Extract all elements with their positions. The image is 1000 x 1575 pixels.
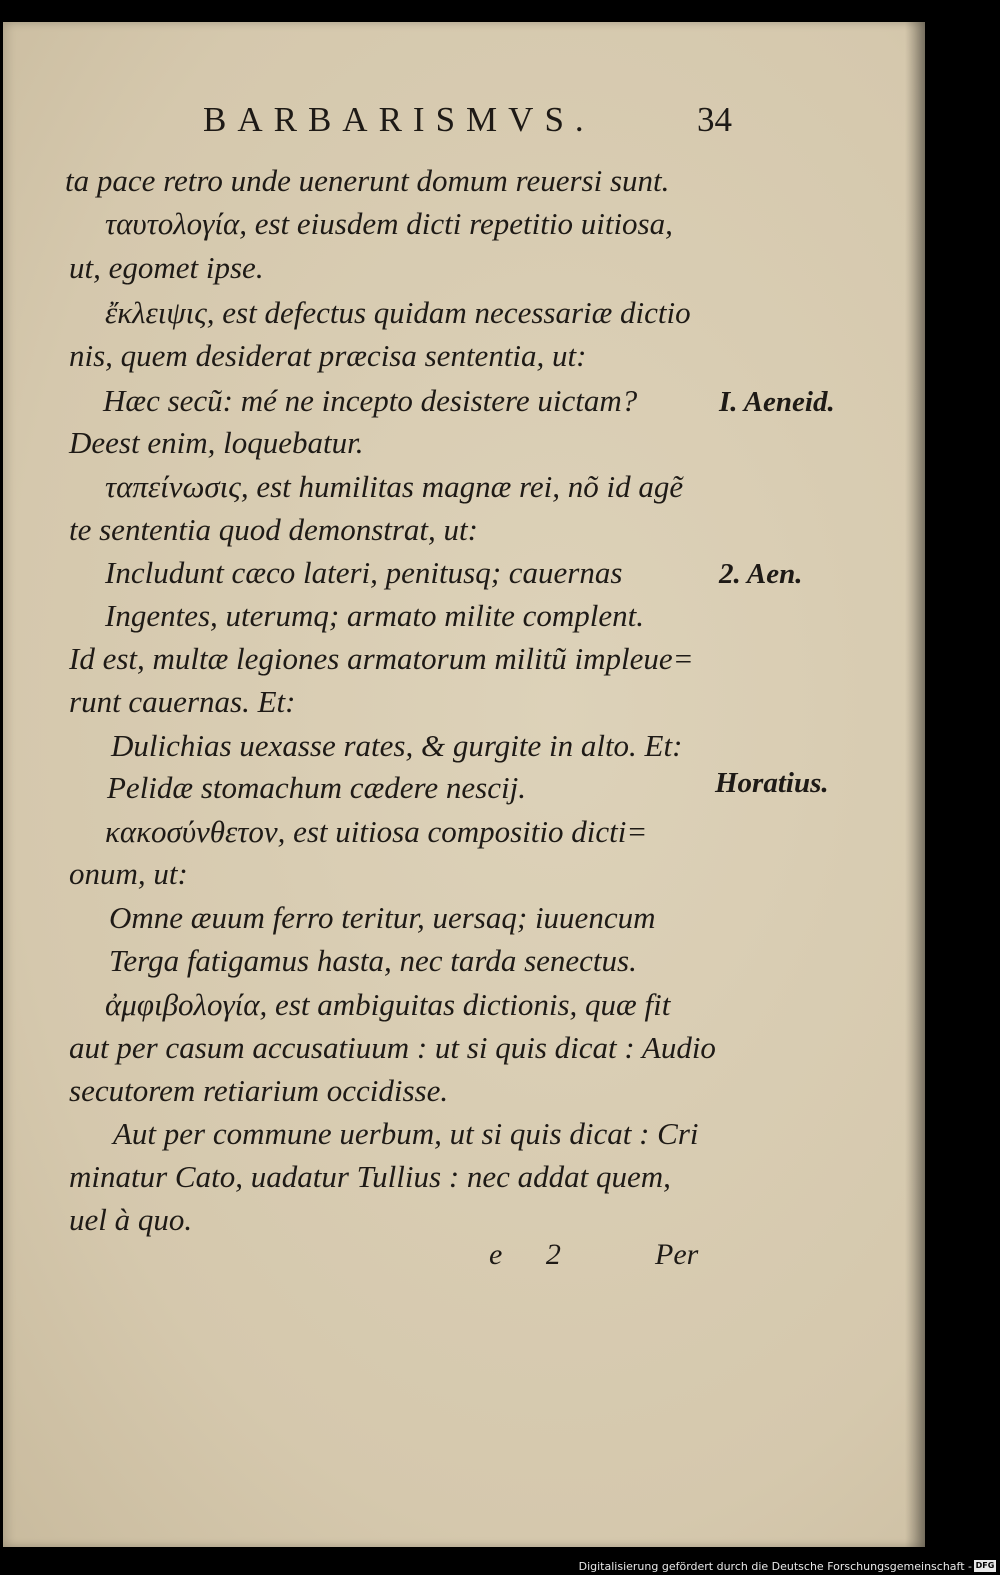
- page-number: 34: [697, 100, 732, 139]
- text-line: Dulichias uexasse rates, & gurgite in alto. Et:: [111, 728, 683, 763]
- text-line: Omne æuum ferro teritur, uersaq; iuuencum: [109, 900, 656, 935]
- book-page: [3, 22, 925, 1547]
- text-line: secutorem retiarium occidisse.: [69, 1073, 449, 1108]
- text-line: uel à quo.: [69, 1202, 193, 1237]
- text-line: onum, ut:: [69, 856, 188, 891]
- dfg-logo: DFG: [975, 1561, 995, 1570]
- margin-note-aeneid-2: 2. Aen.: [719, 558, 803, 590]
- text-line: nis, quem desiderat præcisa sententia, ut:: [69, 338, 587, 373]
- running-title: BARBARISMVS.: [203, 100, 595, 139]
- text-line: ταπείνωσις, est humilitas magnæ rei, nõ id agẽ: [105, 469, 684, 504]
- margin-note-horatius: Horatius.: [715, 767, 829, 799]
- page-gutter-shadow: [905, 22, 925, 1547]
- signature-mark: e 2: [489, 1238, 579, 1271]
- margin-note-aeneid-1: I. Aeneid.: [719, 386, 835, 418]
- text-line: Ingentes, uterumq; armato milite complent.: [105, 598, 644, 633]
- text-line: ἔκλειψις, est defectus quidam necessariæ dictio: [105, 295, 691, 330]
- text-line: Deest enim, loquebatur.: [69, 425, 364, 460]
- digitization-credit: Digitalisierung gefördert durch die Deutsche Forschungsgemeinschaft -: [578, 1560, 972, 1573]
- text-line: Aut per commune uerbum, ut si quis dicat : Cri: [113, 1116, 699, 1151]
- text-line: Pelidæ stomachum cædere nescij.: [107, 770, 526, 805]
- text-line: Terga fatigamus hasta, nec tarda senectus.: [109, 943, 637, 978]
- text-line: aut per casum accusatiuum : ut si quis dicat : Audio: [69, 1030, 716, 1065]
- text-line: κακοσύνθετον, est uitiosa compositio dicti=: [105, 814, 648, 849]
- text-line: te sententia quod demonstrat, ut:: [69, 512, 478, 547]
- text-line: Hæc secũ: mé ne incepto desistere uictam?: [103, 383, 638, 418]
- text-line: Id est, multæ legiones armatorum militũ impleue=: [69, 641, 694, 676]
- text-line: Includunt cæco lateri, penitusq; cauernas: [105, 555, 623, 590]
- text-line: ταυτολογία, est eiusdem dicti repetitio uitiosa,: [105, 206, 673, 241]
- text-line: ut, egomet ipse.: [69, 250, 264, 285]
- catchword: Per: [655, 1238, 699, 1271]
- text-line: runt cauernas. Et:: [69, 684, 296, 719]
- text-line: ta pace retro unde uenerunt domum reuersi sunt.: [65, 163, 670, 198]
- text-line: ἀμφιβολογία, est ambiguitas dictionis, quæ fit: [105, 987, 671, 1022]
- text-line: minatur Cato, uadatur Tullius : nec addat quem,: [69, 1159, 671, 1194]
